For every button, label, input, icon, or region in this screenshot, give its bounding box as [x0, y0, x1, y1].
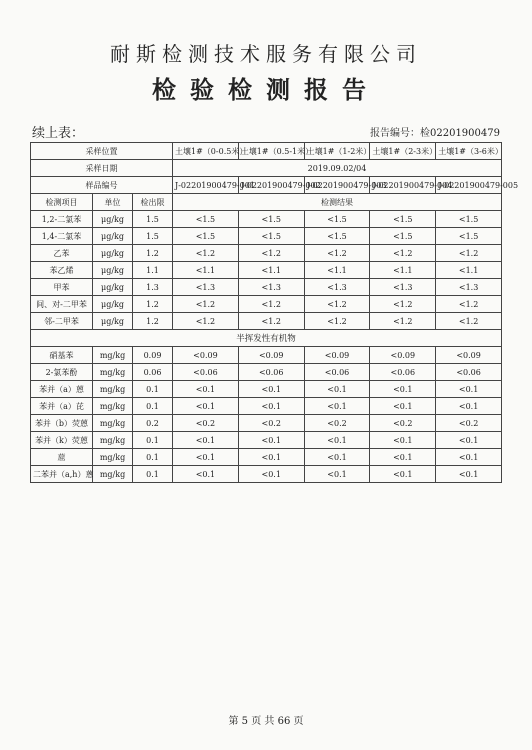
- limit-cell: 1.3: [133, 279, 173, 296]
- value-cell: <1.5: [173, 211, 239, 228]
- value-cell: <1.3: [238, 279, 304, 296]
- limit-header: 检出限: [133, 194, 173, 211]
- value-cell: <1.2: [370, 313, 436, 330]
- location-cell: 土壤1#（0.5-1米）: [238, 143, 304, 160]
- item-cell: 甲苯: [31, 279, 93, 296]
- continued-label: 续上表：: [32, 126, 85, 141]
- value-cell: <0.1: [436, 398, 502, 415]
- value-cell: <0.1: [238, 466, 304, 483]
- value-cell: <0.06: [436, 364, 502, 381]
- unit-cell: mg/kg: [93, 347, 133, 364]
- value-cell: <1.5: [436, 228, 502, 245]
- table-row: [31, 228, 502, 245]
- value-cell: <1.5: [238, 211, 304, 228]
- limit-cell: 0.1: [133, 466, 173, 483]
- limit-cell: 0.1: [133, 381, 173, 398]
- table-row: [31, 449, 502, 466]
- value-cell: <1.5: [304, 211, 370, 228]
- value-cell: <1.2: [304, 313, 370, 330]
- unit-cell: μg/kg: [93, 313, 133, 330]
- value-cell: <1.2: [173, 245, 239, 262]
- unit-cell: μg/kg: [93, 296, 133, 313]
- table-row: [31, 415, 502, 432]
- value-cell: <0.1: [370, 449, 436, 466]
- value-cell: <0.2: [436, 415, 502, 432]
- value-cell: <1.2: [436, 245, 502, 262]
- item-cell: 苯并（k）荧蒽: [31, 432, 93, 449]
- value-cell: <0.2: [238, 415, 304, 432]
- value-cell: <1.1: [238, 262, 304, 279]
- item-cell: 邻-二甲苯: [31, 313, 93, 330]
- item-cell: 间、对-二甲苯: [31, 296, 93, 313]
- value-cell: <0.1: [436, 466, 502, 483]
- value-cell: <0.1: [304, 466, 370, 483]
- item-cell: 苯并（b）荧蒽: [31, 415, 93, 432]
- value-cell: <1.2: [304, 296, 370, 313]
- value-cell: <1.5: [238, 228, 304, 245]
- table-row: [31, 398, 502, 415]
- value-cell: <0.1: [370, 398, 436, 415]
- value-cell: <0.1: [304, 449, 370, 466]
- value-cell: <0.1: [436, 449, 502, 466]
- value-cell: <0.1: [238, 432, 304, 449]
- value-cell: <1.2: [370, 245, 436, 262]
- results-table: [30, 142, 519, 483]
- value-cell: <1.2: [238, 313, 304, 330]
- value-cell: <0.1: [436, 381, 502, 398]
- item-cell: 苯乙烯: [31, 262, 93, 279]
- location-cell: 土壤1#（0-0.5米）: [173, 143, 239, 160]
- value-cell: <0.1: [370, 432, 436, 449]
- unit-header: 单位: [93, 194, 133, 211]
- value-cell: <1.2: [304, 245, 370, 262]
- value-cell: <0.1: [173, 466, 239, 483]
- value-cell: <1.5: [370, 211, 436, 228]
- table-row: [31, 211, 502, 228]
- table-row: [31, 466, 502, 483]
- unit-cell: mg/kg: [93, 432, 133, 449]
- sample-no-row: [31, 177, 502, 194]
- value-cell: <1.2: [436, 313, 502, 330]
- column-header-row: [31, 194, 502, 211]
- value-cell: <1.3: [436, 279, 502, 296]
- value-cell: <0.2: [173, 415, 239, 432]
- sample-no-cell: J-02201900479-001: [173, 177, 239, 194]
- report-number: 报告编号：检02201900479: [370, 128, 500, 139]
- unit-cell: mg/kg: [93, 364, 133, 381]
- limit-cell: 0.1: [133, 449, 173, 466]
- unit-cell: μg/kg: [93, 211, 133, 228]
- date-row: [31, 160, 502, 177]
- limit-cell: 1.5: [133, 228, 173, 245]
- unit-cell: μg/kg: [93, 245, 133, 262]
- value-cell: <0.2: [304, 415, 370, 432]
- location-cell: 土壤1#（1-2米）: [304, 143, 370, 160]
- sample-no-label: 样品编号: [31, 177, 173, 194]
- table-row: [31, 432, 502, 449]
- value-cell: <0.1: [173, 398, 239, 415]
- item-cell: 1,4-二氯苯: [31, 228, 93, 245]
- table-row: [31, 364, 502, 381]
- table-row: [31, 381, 502, 398]
- limit-cell: 1.2: [133, 296, 173, 313]
- sample-no-cell: J-02201900479-004: [370, 177, 436, 194]
- item-cell: 二苯并（a,h）蒽: [31, 466, 93, 483]
- value-cell: <1.3: [304, 279, 370, 296]
- value-cell: <0.1: [173, 432, 239, 449]
- sample-no-cell: J-02201900479-002: [238, 177, 304, 194]
- sample-no-cell: J-02201900479-003: [304, 177, 370, 194]
- table-row: [31, 296, 502, 313]
- value-cell: <1.2: [173, 313, 239, 330]
- item-header: 检测项目: [31, 194, 93, 211]
- value-cell: <1.5: [370, 228, 436, 245]
- value-cell: <0.2: [370, 415, 436, 432]
- item-cell: 苯并（a）芘: [31, 398, 93, 415]
- value-cell: <1.1: [173, 262, 239, 279]
- unit-cell: mg/kg: [93, 381, 133, 398]
- table-row: [31, 262, 502, 279]
- location-label: 采样位置: [31, 143, 173, 160]
- table-row: [31, 313, 502, 330]
- item-cell: 硝基苯: [31, 347, 93, 364]
- value-cell: <0.1: [173, 381, 239, 398]
- value-cell: <0.1: [304, 381, 370, 398]
- value-cell: <1.2: [238, 245, 304, 262]
- value-cell: <0.1: [304, 432, 370, 449]
- unit-cell: mg/kg: [93, 415, 133, 432]
- limit-cell: 0.1: [133, 432, 173, 449]
- item-cell: 1,2-二氯苯: [31, 211, 93, 228]
- table-row: [31, 347, 502, 364]
- limit-cell: 1.1: [133, 262, 173, 279]
- date-label: 采样日期: [31, 160, 173, 177]
- report-title: 检验检测报告: [152, 75, 380, 104]
- value-cell: <0.09: [370, 347, 436, 364]
- value-cell: <1.1: [436, 262, 502, 279]
- value-cell: <1.5: [436, 211, 502, 228]
- value-cell: <1.5: [304, 228, 370, 245]
- value-cell: <0.06: [370, 364, 436, 381]
- value-cell: <1.2: [370, 296, 436, 313]
- value-cell: <0.06: [304, 364, 370, 381]
- limit-cell: 0.1: [133, 398, 173, 415]
- value-cell: <1.2: [436, 296, 502, 313]
- value-cell: <0.1: [238, 398, 304, 415]
- unit-cell: μg/kg: [93, 262, 133, 279]
- table-row: [31, 279, 502, 296]
- value-cell: <0.1: [370, 381, 436, 398]
- value-cell: <1.5: [173, 228, 239, 245]
- page-footer: 第 5 页 共 66 页: [228, 716, 304, 727]
- unit-cell: mg/kg: [93, 449, 133, 466]
- unit-cell: μg/kg: [93, 279, 133, 296]
- limit-cell: 1.2: [133, 245, 173, 262]
- date-value: 2019.09.02/04: [173, 160, 502, 177]
- item-cell: 苯并（a）蒽: [31, 381, 93, 398]
- value-cell: <1.1: [370, 262, 436, 279]
- limit-cell: 0.09: [133, 347, 173, 364]
- value-cell: <0.06: [238, 364, 304, 381]
- value-cell: <0.09: [238, 347, 304, 364]
- limit-cell: 0.2: [133, 415, 173, 432]
- limit-cell: 1.5: [133, 211, 173, 228]
- value-cell: <1.1: [304, 262, 370, 279]
- item-cell: 2-氯苯酚: [31, 364, 93, 381]
- value-cell: <1.3: [173, 279, 239, 296]
- value-cell: <0.1: [238, 449, 304, 466]
- limit-cell: 0.06: [133, 364, 173, 381]
- item-cell: 䓛: [31, 449, 93, 466]
- value-cell: <0.09: [304, 347, 370, 364]
- unit-cell: mg/kg: [93, 398, 133, 415]
- sample-no-cell: J-02201900479-005: [436, 177, 502, 194]
- value-cell: <0.06: [173, 364, 239, 381]
- item-cell: 乙苯: [31, 245, 93, 262]
- value-cell: <0.09: [173, 347, 239, 364]
- value-cell: <0.1: [304, 398, 370, 415]
- value-cell: <1.3: [370, 279, 436, 296]
- value-cell: <0.1: [436, 432, 502, 449]
- unit-cell: μg/kg: [93, 228, 133, 245]
- section-label: 半挥发性有机物: [31, 330, 502, 347]
- section-header-row: [31, 330, 502, 347]
- table-row: [31, 245, 502, 262]
- limit-cell: 1.2: [133, 313, 173, 330]
- value-cell: <1.2: [238, 296, 304, 313]
- value-cell: <0.1: [173, 449, 239, 466]
- company-name: 耐斯检测技术服务有限公司: [110, 42, 422, 66]
- location-cell: 土壤1#（3-6米）: [436, 143, 502, 160]
- value-cell: <0.1: [238, 381, 304, 398]
- unit-cell: mg/kg: [93, 466, 133, 483]
- value-cell: <0.1: [370, 466, 436, 483]
- value-cell: <1.2: [173, 296, 239, 313]
- results-header: 检测结果: [173, 194, 502, 211]
- location-cell: 土壤1#（2-3米）: [370, 143, 436, 160]
- location-row: [31, 143, 502, 160]
- value-cell: <0.09: [436, 347, 502, 364]
